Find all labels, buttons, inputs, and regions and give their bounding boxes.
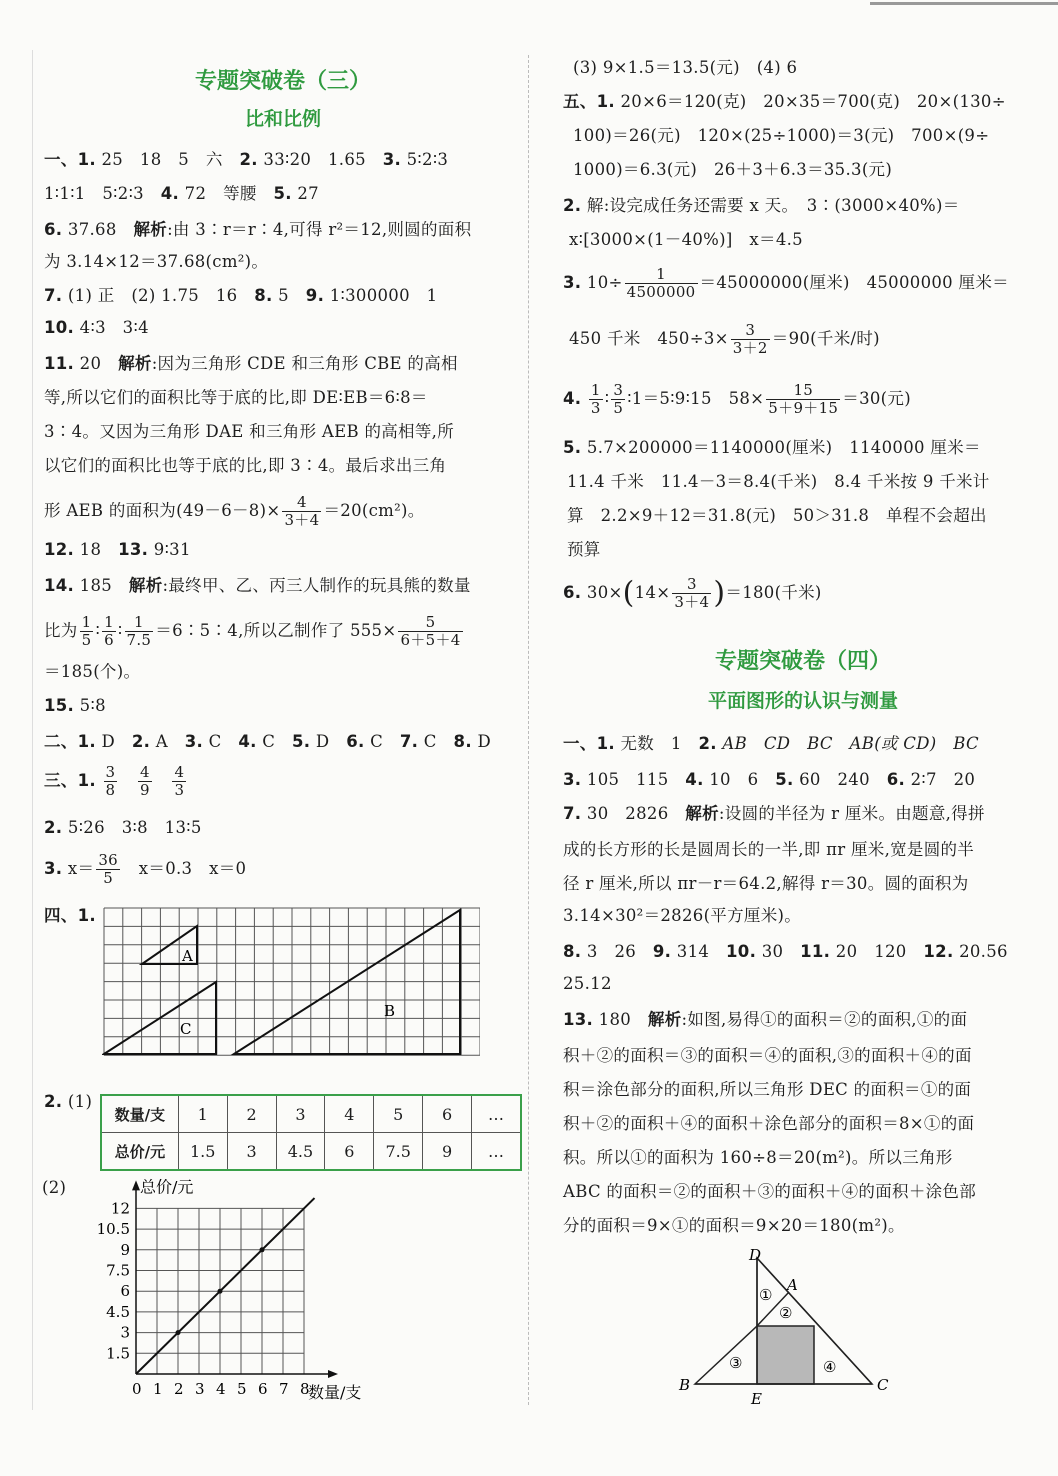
answer-line: 6. 37.68 解析:由 3∶r＝r∶4,可得 r²＝12,则圆的面积 [44,220,472,239]
answer-line: 10. 4∶3 3∶4 [44,318,149,337]
y-tick-label: 7.5 [106,1261,130,1280]
region-4-label: ④ [823,1358,837,1376]
s4-answer-line4: 成的长方形的长是圆周长的一半,即 πr 厘米,宽是圆的半 [563,840,975,859]
q2-part2-label: (2) [42,1178,67,1197]
table-row [101,1133,521,1171]
answer-line: 11. 20 解析:因为三角形 CDE 和三角形 CBE 的高相 [44,354,458,373]
section-2-answers: 二、1. D 2. A 3. C 4. C 5. D 6. C 7. C 8. D [44,732,491,751]
triangle-grid-figure [102,906,480,1068]
s4-answer-line10: 积＋②的面积＝③的面积＝④的面积,③的面积＋④的面 [563,1046,972,1065]
section-5-q5-line2: 11.4 千米 11.4－3＝8.4(千米) 8.4 千米按 9 千米计 [567,472,990,491]
table-cell: 1.5 [178,1133,227,1171]
answer-line: 3∶4。又因为三角形 DAE 和三角形 AEB 的高相等,所 [44,422,454,441]
section-4-label: 四、1. [44,906,96,925]
table-cell: 1 [178,1095,227,1133]
triangle-a-label: A [182,947,193,965]
table-cell: 3 [276,1095,325,1133]
table-cell: 5 [374,1095,423,1133]
section-subtitle-3: 比和比例 [244,108,321,130]
s4-answer-line12: 积＋②的面积＋④的面积＋涂色部分的面积＝8×①的面 [563,1114,975,1133]
x-tick-label: 0 [132,1380,142,1398]
region-3-label: ③ [729,1354,743,1372]
section-subtitle-4: 平面图形的认识与测量 [707,690,898,712]
label-c: C [877,1376,889,1394]
y-axis-arrow [132,1180,140,1190]
page-top-rule [870,2,1058,5]
s4-answer-line14: ABC 的面积＝②的面积＋③的面积＋④的面积＋涂色部 [563,1182,977,1201]
triangle-b-label: B [384,1002,396,1020]
table-cell: 7.5 [374,1133,423,1171]
answer-q15: 15. 5∶8 [44,696,106,715]
table-cell: 6 [325,1133,374,1171]
x-tick-label: 7 [279,1380,289,1398]
y-tick-label: 10.5 [96,1220,130,1239]
s4-answer-line5: 径 r 厘米,所以 πr－r＝64.2,解得 r＝30。圆的面积为 [563,874,969,893]
data-point [176,1330,181,1335]
table-cell: 6 [423,1095,472,1133]
table-cell: 4 [325,1095,374,1133]
data-point [260,1247,265,1252]
section-5-q2-line1: 2. 解:设完成任务还需要 x 天。 3∶(3000×40%)＝ [563,196,960,215]
region-1-label: ① [759,1286,773,1304]
section-5-q1-line3: 1000)＝6.3(元) 26＋3＋6.3＝35.3(元) [573,160,893,179]
table-cell: … [472,1095,521,1133]
price-table [100,1094,522,1171]
section-5-q4: 4. $\frac{1}{3}$ ∶ $\frac{3}{5}$ ∶1＝5∶9∶15 58× $\frac{15}{5+9+15}$ ＝30(元) [563,381,911,417]
s4-answer-line3: 7. 30 2826 解析:设圆的半径为 r 厘米。由题意,得拼 [563,804,985,823]
data-point [218,1289,223,1294]
section-5-q5-line1: 5. 5.7×200000＝1140000(厘米) 1140000 厘米＝ [563,438,981,457]
table-header-total: 总价/元 [101,1133,178,1171]
x-axis-arrow [328,1370,338,1378]
section-5-q1-line1: 五、1. 20×6＝120(克) 20×35＝700(克) 20×(130÷ [563,92,1006,111]
s4-answer-line7: 8. 3 26 9. 314 10. 30 11. 20 120 12. 20.56 [563,942,1008,961]
x-axis-label: 数量/支 [308,1383,362,1402]
answer-line: 为 3.14×12＝37.68(cm²)。 [44,252,269,271]
answer-line: 7. (1) 正 (2) 1.75 16 8. 5 9. 1∶300000 1 [44,286,438,305]
section-3-q1: 三、1. $\frac{3}{8}$ $\frac{4}{9}$ $\frac{4}{3}$ [44,763,185,799]
section-title-3: 专题突破卷（三） [194,69,371,94]
y-tick-label: 9 [120,1240,130,1259]
fraction: $\frac{4}{3+4}$ [284,493,320,529]
s4-answer-line6: 3.14×30²＝2826(平方厘米)。 [563,906,802,925]
answer-cont-3-4: (3) 9×1.5＝13.5(元) (4) 6 [573,58,798,77]
column-divider [528,55,529,1405]
s4-answer-line9: 13. 180 解析:如图,易得①的面积＝②的面积,①的面 [563,1010,968,1029]
table-header-quantity: 数量/支 [101,1095,178,1133]
x-tick-label: 1 [153,1380,163,1398]
section-3-q2: 2. 5∶26 3∶8 13∶5 [44,818,202,837]
x-tick-label: 2 [174,1380,184,1398]
section-5-q2-line2: x∶[3000×(1－40%)] x＝4.5 [569,230,803,249]
label-a: A [787,1276,798,1294]
table-cell: 9 [423,1133,472,1171]
y-axis-label: 总价/元 [140,1177,194,1197]
section-5-q3-line1: 3. 10÷ $\frac{1}{4500000}$ ＝45000000(厘米) 45000000 厘米＝ [563,265,1009,301]
answer-q12: 12. 18 13. 9∶31 [44,540,191,559]
triangle-c-label: C [180,1020,192,1038]
s4-answer-line13: 积。所以①的面积为 160÷8＝20(m²)。所以三角形 [563,1148,953,1167]
table-cell: … [472,1133,521,1171]
section-title-4: 专题突破卷（四） [714,649,891,674]
x-tick-label: 5 [237,1380,247,1398]
page-edge-line [32,50,33,1410]
section-5-q6: 6. 30×(14× $\frac{3}{3+4}$ )＝180(千米) [563,575,822,611]
table-row [101,1095,521,1133]
label-d: D [749,1246,762,1264]
series-line [136,1198,315,1374]
x-tick-label: 8 [300,1380,310,1398]
answer-q14-line2: 比为 $\frac{1}{5}$ ∶ $\frac{1}{6}$ ∶ $\frac{1}{7.5}$ ＝6∶5∶4,所以乙制作了 555× $\frac{5}{6+5+4}$ [44,613,461,649]
section-5-q3-line2: 450 千米 450÷3× $\frac{3}{3+2}$ ＝90(千米/时) [569,321,880,357]
section-5-q5-line4: 预算 [567,540,601,559]
y-tick-label: 12 [110,1199,130,1218]
answer-line: 1∶1∶1 5∶2∶3 4. 72 等腰 5. 27 [44,184,319,203]
answer-q14-line3: ＝185(个)。 [44,662,141,681]
label-e: E [751,1390,762,1408]
table-cell: 2 [227,1095,276,1133]
x-tick-label: 4 [216,1380,226,1398]
section-5-q1-line2: 100)＝26(元) 120×(25÷1000)＝3(元) 700×(9÷ [573,126,990,145]
answer-line: 以它们的面积比也等于底的比,即 3∶4。最后求出三角 [44,456,447,475]
answer-q14-line1: 14. 185 解析:最终甲、乙、丙三人制作的玩具熊的数量 [44,576,471,595]
x-tick-label: 3 [195,1380,205,1398]
y-tick-label: 3 [120,1323,130,1342]
answer-line: 等,所以它们的面积比等于底的比,即 DE∶EB＝6∶8＝ [44,388,428,407]
y-tick-label: 1.5 [106,1344,130,1363]
triangle-area-figure [673,1246,903,1408]
q2-label: 2. (1) [44,1092,93,1111]
table-cell: 3 [227,1133,276,1171]
s4-answer-line8: 25.12 [563,974,612,993]
answer-line: 一、1. 25 18 5 六 2. 33∶20 1.65 3. 5∶2∶3 [44,150,449,169]
label-b: B [679,1376,691,1394]
answer-q11-end: 形 AEB 的面积为(49－6－8)× $\frac{4}{3+4}$ ＝20(cm²)。 [44,493,425,529]
y-tick-label: 6 [120,1282,130,1301]
s4-answer-line11: 积＝涂色部分的面积,所以三角形 DEC 的面积＝①的面 [563,1080,972,1099]
price-line-chart [66,1172,396,1404]
y-tick-label: 4.5 [106,1302,130,1321]
s4-answer-line1: 一、1. 无数 1 2. AB CD BC AB(或 CD) BC [563,734,979,753]
section-5-q5-line3: 算 2.2×9＋12＝31.8(元) 50＞31.8 单程不会超出 [567,506,987,525]
shaded-square [757,1326,814,1384]
table-cell: 4.5 [276,1133,325,1171]
x-tick-label: 6 [258,1380,268,1398]
region-2-label: ② [779,1304,793,1322]
s4-answer-line15: 分的面积＝9×①的面积＝9×20＝180(m²)。 [563,1216,905,1235]
section-3-q3: 3. x＝ $\frac{36}{5}$ x＝0.3 x＝0 [44,851,247,887]
s4-answer-line2: 3. 105 115 4. 10 6 5. 60 240 6. 2∶7 20 [563,770,976,789]
